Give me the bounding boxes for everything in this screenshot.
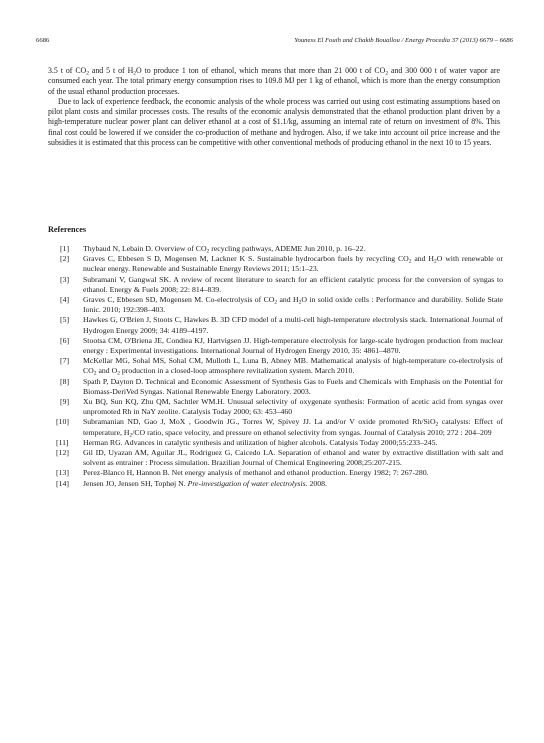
reference-text: Spath P, Dayton D. Technical and Economic Assessment of Synthesis Gas to Fuels and Chemicals with Emphasis on the Potential for Biomass-DeriVed Syngas. National Renewable Energy Laboratory. 2003. — [83, 376, 503, 396]
reference-text: Graves C, Ebbesen S D, Mogensen M, Lackner K S. Sustainable hydrocarbon fuels by recycling $CO_2$ and $H_2O$ with renewable or nuclear energy. Renewable and Sustainable Energy Reviews 2011; 15:1–23. — [83, 254, 504, 274]
reference-text: Jensen JO, Jensen SH, Tophøj N. Pre-investigation of water electrolysis. 2008. — [83, 478, 327, 488]
reference-text: McKellar MG, Sohal MS, Sohal CM, Mulloth L, Luna B, Abney MB. Mathematical analysis of high-temperature co-electrolysis of $CO_2$ and $O_2$ production in a closed-loop atmosphere revitalization system. March 2010. — [83, 356, 503, 377]
reference-text: Perez-Blanco H, Hannon B. Net energy analysis of methanol and ethanol production. Energy 1982; 7: 267-280. — [83, 468, 429, 478]
reference-text: Stootsa CM, O'Briena JE, Condiea KJ, Hartvigsen JJ. High-temperature electrolysis for large-scale hydrogen production from nuclear energy : Experimental investigations. International Journal of Hydrogen Energy 2010, 35: 4861–4870. — [83, 335, 503, 356]
reference-item — [48, 479, 503, 489]
reference-number: [1] — [60, 244, 70, 253]
reference-item — [48, 468, 503, 478]
references-list — [48, 244, 503, 489]
reference-text: Subramanian ND, Gao J, MoX , Goodwin JG., Torres W, Spivey JJ. La and/or V oxide promoted Rh/SiO$_2$ catalysts: Effect of temperature, $H_2/CO$ ratio, space velocity, and pressure on ethanol selectivity from syngas. Journal of Catalysis 2010; 272 : 204–209 — [83, 417, 503, 439]
reference-number: [4] — [60, 295, 70, 305]
reference-number: [13] — [56, 468, 69, 478]
reference-item — [48, 244, 503, 254]
paragraph-2: Due to lack of experience feedback, the economic analysis of the whole process was carried out using cost estimating assumptions based on pilot plant costs and similar processes costs. The results of the economic analysis demonstrated that the ethanol production plant driven by a high-temperature nuclear power plant can deliver ethanol at a cost of $1.1/kg, assuming an internal rate of return on investment of 8%. This final cost could be lowered if we consider the co-production of methane and hydrogen. Also, if we take into account oil price increase and the subsidies it is estimated that this process can be competitive with other conventional methods of producing ethanol in the next 10 to 15 years. — [48, 96, 500, 148]
paragraph-1: 3.5 t of $CO_2$ and 5 t of $H_2O$ to produce 1 ton of ethanol, which means that more than 21 000 t of $CO_2$ and 300 000 t of water vapor are consumed each year. The total primary energy consumption rises to 109.8 MJ per 1 kg of ethanol, which is more than the energy consumption of the usual ethanol production processes. — [48, 66, 500, 96]
running-title: Youness El Fouih and Chakib Bouallou / Energy Procedia 37 (2013) 6679 – 6686 — [294, 37, 513, 44]
reference-number: [7] — [60, 356, 70, 366]
reference-item — [48, 397, 503, 417]
reference-number: [10] — [56, 417, 69, 427]
reference-number: [8] — [60, 376, 70, 386]
reference-number: [5] — [60, 315, 70, 325]
reference-number: [6] — [60, 335, 70, 345]
reference-number: [2] — [60, 254, 70, 264]
reference-text: Gil ID, Uyazan AM, Aguilar JL, Rodriguez G, Caicedo LA. Separation of ethanol and water by extractive distillation with salt and solvent as entrainer : Process simulation. Brazilian Journal of Chemical Engineering 2008;25:207-215. — [83, 448, 503, 468]
reference-text: Thybaud N, Lebain D. Overview of $CO_2$ recycling pathways, ADEME Jun 2010, p. 16–22. — [83, 244, 366, 255]
reference-item — [48, 377, 503, 397]
reference-number: [11] — [56, 437, 69, 447]
reference-number: [12] — [56, 448, 69, 458]
reference-text: Xu BQ, Sun KQ, Zhu QM, Sachtler WM.H. Unusual selectivity of oxygenate synthesis: Formation of acetic acid from syngas over unpromoted Rh in NaY zeolite. Catalysis Today 2000; 63: 453–460 — [83, 397, 503, 417]
reference-item — [48, 448, 503, 468]
reference-number: [9] — [60, 397, 70, 407]
reference-text: Herman RG. Advances in catalytic synthesis and utilization of higher alcohols. Catalysis Today 2000;55:233–245. — [83, 437, 438, 447]
page-number: 6686 — [36, 37, 50, 44]
references-heading: References — [48, 225, 87, 234]
running-header — [36, 37, 513, 49]
reference-item — [48, 315, 503, 335]
reference-item — [48, 417, 503, 437]
reference-text: Graves C, Ebbesen SD, Mogensen M. Co-electrolysis of $CO_2$ and $H_2O$ in solid oxide cells : Performance and durability. Solide State Ionic. 2010; 192:398–403. — [83, 295, 503, 315]
reference-number: [3] — [60, 274, 70, 284]
conclusion-text — [48, 66, 500, 148]
reference-text: Subramani V, Gangwal SK. A review of recent literature to search for an efficient catalytic process for the conversion of syngas to ethanol. Energy & Fuels 2008; 22: 814–839. — [83, 274, 503, 294]
reference-item — [48, 254, 503, 274]
reference-item — [48, 356, 503, 376]
reference-text: Hawkes G, O'Brien J, Stoots C, Hawkes B. 3D CFD model of a multi-cell high-temperature electrolysis stack. International Journal of Hydrogen Energy 2009; 34: 4189–4197. — [83, 315, 503, 335]
reference-item — [48, 295, 503, 315]
reference-item — [48, 438, 503, 448]
reference-item — [48, 275, 503, 295]
reference-item — [48, 336, 503, 356]
reference-number: [14] — [56, 478, 69, 488]
